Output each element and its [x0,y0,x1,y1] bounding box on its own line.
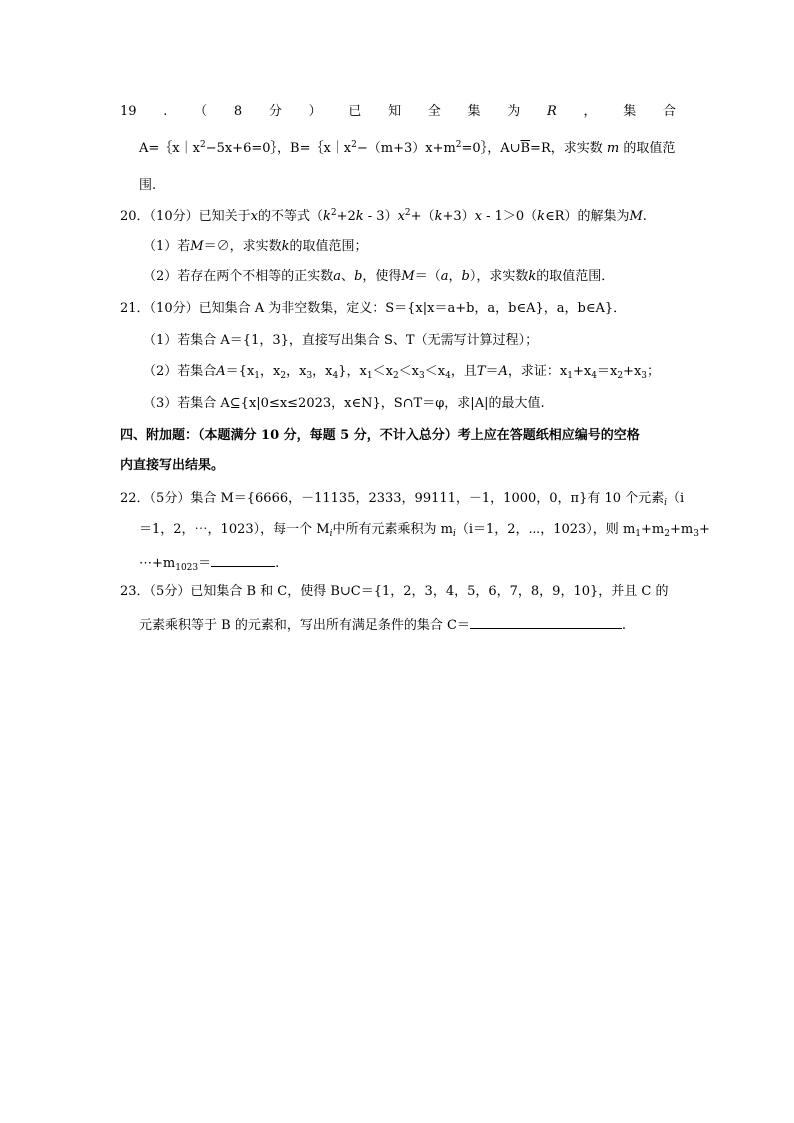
q22-text: +m [641,522,665,537]
q22-sub: i [329,529,333,539]
q19-header-token: 集 [467,104,481,119]
q21-sub: 2 [280,371,287,381]
q19-header-token: （ [194,104,208,119]
q20-var: k [355,209,364,224]
q22-text: ＝1，2，⋯，1023），每一个 M [139,522,330,537]
q22-line3 [139,552,279,573]
q21-text: ，x [260,364,281,379]
q20-var: M [190,239,204,254]
q20-text: +3） [442,209,475,224]
q20-var: M [629,209,643,224]
q23-stem: 23．（5分）已知集合 B 和 C，使得 B∪C＝{1，2，3，4，5，6，7，8，9，10}，并且 C 的 [120,584,669,599]
q19-var: m [606,141,620,156]
q20-stem [120,208,647,226]
q22-line2 [139,521,710,539]
q21-part2 [143,363,660,381]
q19-header-token: 合 [662,104,676,119]
q22-text: 22．（5分）集合 M＝{6666，－11135，2333，99111，－1，1000，0，π}有 10 个元素 [120,491,665,506]
q22-answer-blank[interactable] [211,552,275,567]
q20-text: 的不等式（ [257,209,323,224]
q20-text: ，使得 [362,269,402,284]
q22-text: . [275,556,280,571]
q20-var: x [474,209,482,224]
q21-text: ，且 [450,364,477,379]
q23-text: 元素乘积等于 B 的元素和，写出所有满足条件的集合 C＝ [139,618,470,633]
q20-text: 的取值范围． [536,269,615,284]
q21-text: }，x [338,364,367,379]
q19-text: =R，求实数 [530,141,607,156]
q19-header-token: 19 [120,104,137,119]
q22-sub: 3 [693,529,699,539]
q21-stem: 21．（10分）已知集合 A 为非空数集，定义：S＝{x|x＝a+b，a，b∈A}，a，b∈A}． [120,301,627,316]
q21-text: （2）若集合 [143,364,217,379]
q20-var: k [281,239,290,254]
q22-text: ＝ [198,556,212,571]
q21-text: ＜x [372,364,393,379]
q19-end-line: 围. [139,178,157,193]
q20-text: - 3） [363,209,398,224]
q19-text: A=｛x｜x [139,141,200,156]
q19-header-token: 知 [388,104,402,119]
q22-text: ⋯+m [139,556,176,571]
q19-header-token: 已 [348,104,362,119]
q20-text: （1）若 [143,239,191,254]
section4-heading: 四、附加题：（本题满分 10 分，每题 5 分，不计入总分）考上应在答题纸相应编号的空格 [120,428,640,443]
q21-part1: （1）若集合 A＝{1，3}，直接写出集合 S、T（无需写计算过程）； [143,333,539,348]
q20-var: k [528,269,537,284]
q22-stem [120,490,684,508]
q21-text: ＝x [596,364,618,379]
q21-sub: 2 [392,371,399,381]
section4-heading-cont: 内直接写出结果。 [120,458,225,473]
q20-part1 [143,238,368,256]
q21-sub: 2 [617,371,624,381]
q20-var: M [401,269,415,284]
q20-text: +2 [336,209,356,224]
q21-part3: （3）若集合 A⊆{x|0≤x≤2023，x∈N}，S∩T＝φ，求|A|的最大值. [143,396,545,411]
q20-sup: 2 [404,208,411,218]
q20-text: 的取值范围； [289,239,368,254]
q20-text: +（ [410,209,435,224]
q20-part2 [143,268,614,286]
q23-line2 [139,614,626,635]
q20-text: （2）若存在两个不相等的正实数 [143,269,334,284]
q20-text: ），求实数 [469,269,529,284]
q20-var: a [440,269,449,284]
q19-text: 的取值范 [619,141,676,156]
q19-text: =0｝，A∪ [461,141,521,156]
q19-header-token: . [163,104,168,119]
q21-text: +x [573,364,592,379]
q20-text: 、 [341,269,355,284]
q21-var: T [476,364,486,379]
q20-var: x [250,209,258,224]
q19-sup: 2 [199,140,206,150]
q19-header-token: ， [583,104,597,119]
q20-var: b [461,269,470,284]
q21-text: ，x [286,364,307,379]
q23-answer-blank[interactable] [470,614,622,629]
q21-var: A [498,364,508,379]
q19-header-token: ） [308,104,322,119]
q19-header-token: 8 [233,104,243,119]
q19-sets-line [139,140,675,158]
q21-sub: 4 [445,371,451,381]
q19-text: −5x+6=0｝，B=｛x｜x [205,141,352,156]
q21-sub: 4 [591,371,597,381]
q20-text: - 1＞0（ [481,209,538,224]
q21-sub: 3 [419,371,425,381]
q21-var: A [216,364,226,379]
q21-text: +x [623,364,642,379]
q21-sub: 1 [567,371,573,381]
q21-text: ＝{x [225,364,255,379]
q19-header-token: 全 [427,104,441,119]
q20-text: 20．（10分）已知关于 [120,209,251,224]
q20-sup: 2 [330,208,337,218]
q22-sub: 1 [635,529,642,539]
q22-sub: 2 [664,529,670,539]
q20-text: . [642,209,647,224]
q21-sub: 3 [641,371,648,381]
q21-text: ＜x [424,364,446,379]
q19-header-token: 集 [623,104,637,119]
q20-text: ＝∅，求实数 [203,239,282,254]
q21-sub: 4 [332,371,339,381]
q21-text: ，x [312,364,333,379]
q21-text: ； [647,364,661,379]
q20-text: ∈R）的解集为 [545,209,630,224]
q19-sup: 2 [351,140,357,150]
q22-sub: i [452,529,456,539]
q21-sub: 3 [306,371,313,381]
q19-header-line [120,103,676,121]
q19-header-token: 为 [507,104,521,119]
q20-var: b [354,269,363,284]
q20-var: k [322,209,331,224]
q21-text: ＝ [485,364,499,379]
q20-text: ＝（ [414,269,441,284]
q20-var: k [434,209,443,224]
q22-text: + [698,522,710,537]
q21-text: ＜x [398,364,420,379]
q22-text: +m [669,522,694,537]
q19-text: −（m+3）x+m [356,141,456,156]
q21-sub: 1 [366,371,373,381]
q20-var: k [537,209,546,224]
q19-header-token: R [547,104,557,119]
q22-text: （i＝1，2，⋯，1023），则 m [455,522,636,537]
q22-sub: 1023 [175,563,199,573]
q21-sub: 1 [254,371,261,381]
q23-text: . [621,618,627,633]
q20-var: x [397,209,405,224]
q21-text: ，求证：x [507,364,568,379]
q22-sub: i [664,498,668,508]
q19-sup: 2 [455,140,462,150]
q22-text: （i [667,491,685,506]
q20-text: ， [448,269,462,284]
q20-var: a [333,269,342,284]
q19-header-token: 分 [268,104,282,119]
q19-complement-b: $\overline{B}$ [520,141,531,156]
q22-text: 中所有元素乘积为 m [332,522,453,537]
